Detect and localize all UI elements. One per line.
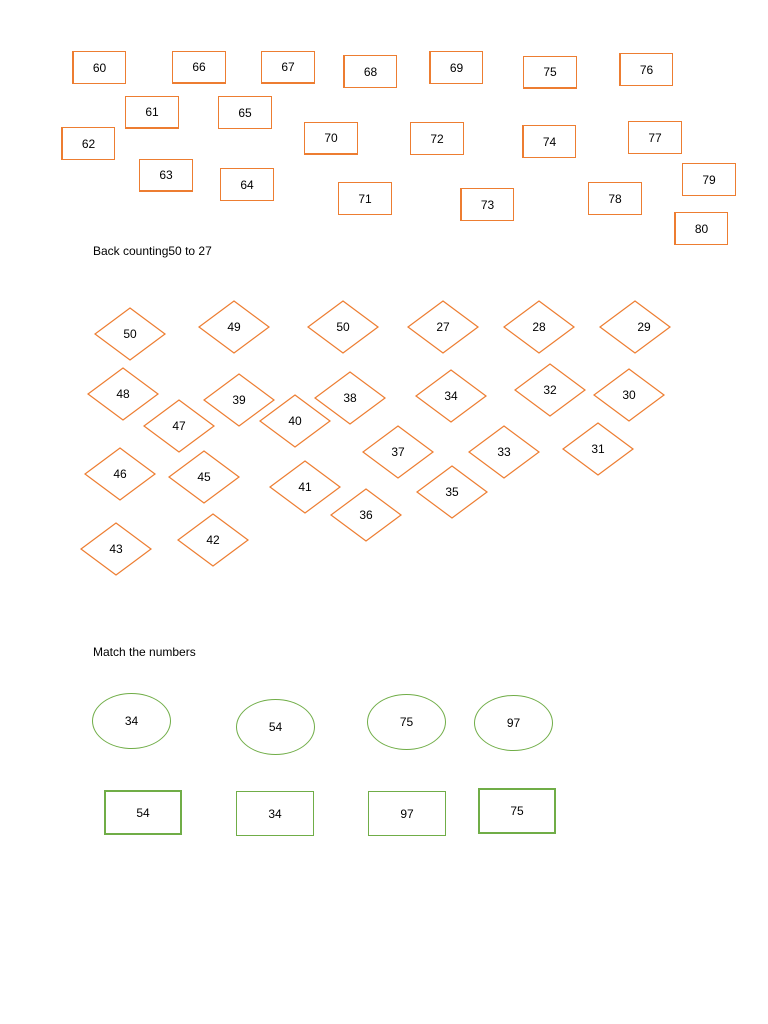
match-box: 97 — [368, 791, 446, 836]
number-diamond: 27 — [407, 300, 479, 354]
match-box: 34 — [236, 791, 314, 836]
match-circle: 97 — [474, 695, 553, 751]
number-diamond: 47 — [143, 399, 215, 453]
number-box: 68 — [343, 55, 397, 88]
number-diamond: 40 — [259, 394, 331, 448]
number-box: 66 — [172, 51, 226, 84]
number-box: 63 — [139, 159, 193, 192]
number-box: 69 — [429, 51, 483, 84]
number-diamond: 39 — [203, 373, 275, 427]
number-diamond: 45 — [168, 450, 240, 504]
number-diamond: 33 — [468, 425, 540, 479]
number-box: 62 — [61, 127, 115, 160]
number-box: 71 — [338, 182, 392, 215]
number-box: 80 — [674, 212, 728, 245]
number-diamond: 30 — [593, 368, 665, 422]
number-diamond: 48 — [87, 367, 159, 421]
back-counting-heading: Back counting50 to 27 — [93, 244, 212, 258]
number-box: 79 — [682, 163, 736, 196]
match-circle: 54 — [236, 699, 315, 755]
number-box: 75 — [523, 56, 577, 89]
number-diamond: 41 — [269, 460, 341, 514]
match-box: 75 — [478, 788, 556, 834]
number-box: 77 — [628, 121, 682, 154]
number-diamond: 50 — [94, 307, 166, 361]
match-circle: 75 — [367, 694, 446, 750]
match-circle: 34 — [92, 693, 171, 749]
number-box: 72 — [410, 122, 464, 155]
number-diamond: 43 — [80, 522, 152, 576]
number-box: 70 — [304, 122, 358, 155]
number-diamond: 42 — [177, 513, 249, 567]
number-box: 73 — [460, 188, 514, 221]
match-numbers-heading: Match the numbers — [93, 645, 196, 659]
number-box: 64 — [220, 168, 274, 201]
match-box: 54 — [104, 790, 182, 835]
number-diamond: 37 — [362, 425, 434, 479]
number-diamond: 46 — [84, 447, 156, 501]
number-diamond: 32 — [514, 363, 586, 417]
number-box: 60 — [72, 51, 126, 84]
number-diamond: 36 — [330, 488, 402, 542]
number-diamond: 50 — [307, 300, 379, 354]
number-diamond: 31 — [562, 422, 634, 476]
number-diamond: 38 — [314, 371, 386, 425]
number-box: 76 — [619, 53, 673, 86]
number-box: 67 — [261, 51, 315, 84]
number-box: 74 — [522, 125, 576, 158]
number-diamond: 34 — [415, 369, 487, 423]
number-diamond: 49 — [198, 300, 270, 354]
number-box: 61 — [125, 96, 179, 129]
number-box: 65 — [218, 96, 272, 129]
number-diamond: 28 — [503, 300, 575, 354]
number-diamond: 35 — [416, 465, 488, 519]
number-box: 78 — [588, 182, 642, 215]
number-diamond: 29 — [599, 300, 671, 354]
